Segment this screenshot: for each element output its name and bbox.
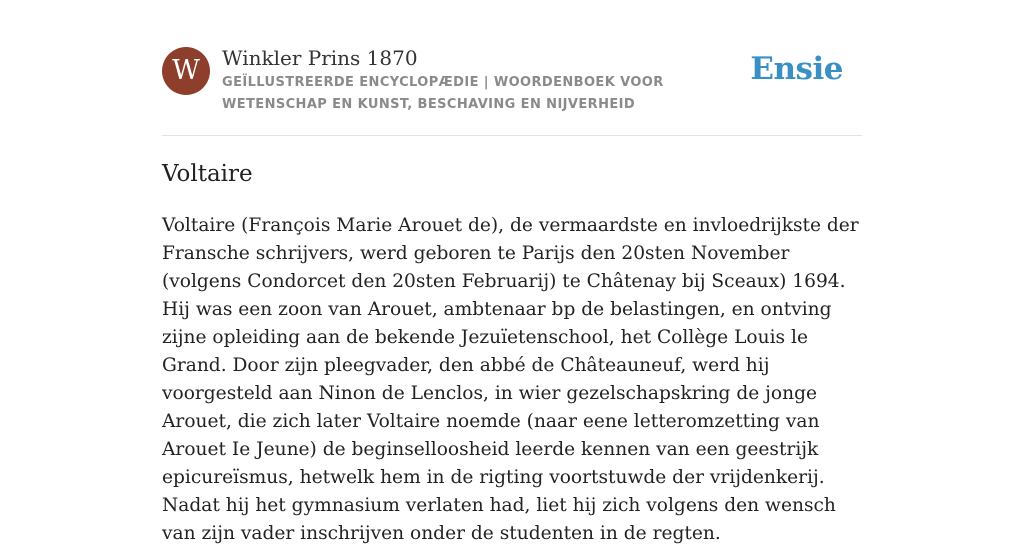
article-title: Voltaire — [162, 161, 253, 187]
article-body: Voltaire (François Marie Arouet de), de vermaardste en invloedrijkste der Fransche schrijvers, werd geboren te Parijs den 20sten November (volgens Condorcet den 20sten Februarij) te Châtenay bij Sceaux) 1694. Hij was een zoon van Arouet, ambtenaar bp de belastingen, en ontving zijne opleiding aan de bekende Jezuïetenschool, het Collège Louis le Grand. Door zijn pleegvader, den abbé de Châteauneuf, werd hij voorgesteld aan Ninon de Lenclos, in wier gezelschapskring de jonge Arouet, die zich later Voltaire noemde (naar eene letteromzetting van Arouet Ie Jeune) de beginselloosheid leerde kennen van een geestrijk epicureïsmus, hetwelk hem in de rigting voortstuwde der vrijdenkerij. Nadat hij het gymnasium verlaten had, liet hij zich volgens den wensch van zijn vader inschrijven onder de studenten in de regten. — [162, 215, 859, 544]
source-subtitle: GEÏLLUSTREERDE ENCYCLOPÆDIE | WOORDENBOEK VOOR WETENSCHAP EN KUNST, BESCHAVING EN NIJVERHEID — [222, 75, 664, 112]
source-header — [162, 46, 862, 116]
ensie-logo-link[interactable]: Ensie — [750, 51, 843, 87]
header-divider — [162, 135, 862, 136]
source-avatar[interactable]: W — [162, 47, 210, 95]
source-title[interactable]: Winkler Prins 1870 — [222, 46, 418, 70]
